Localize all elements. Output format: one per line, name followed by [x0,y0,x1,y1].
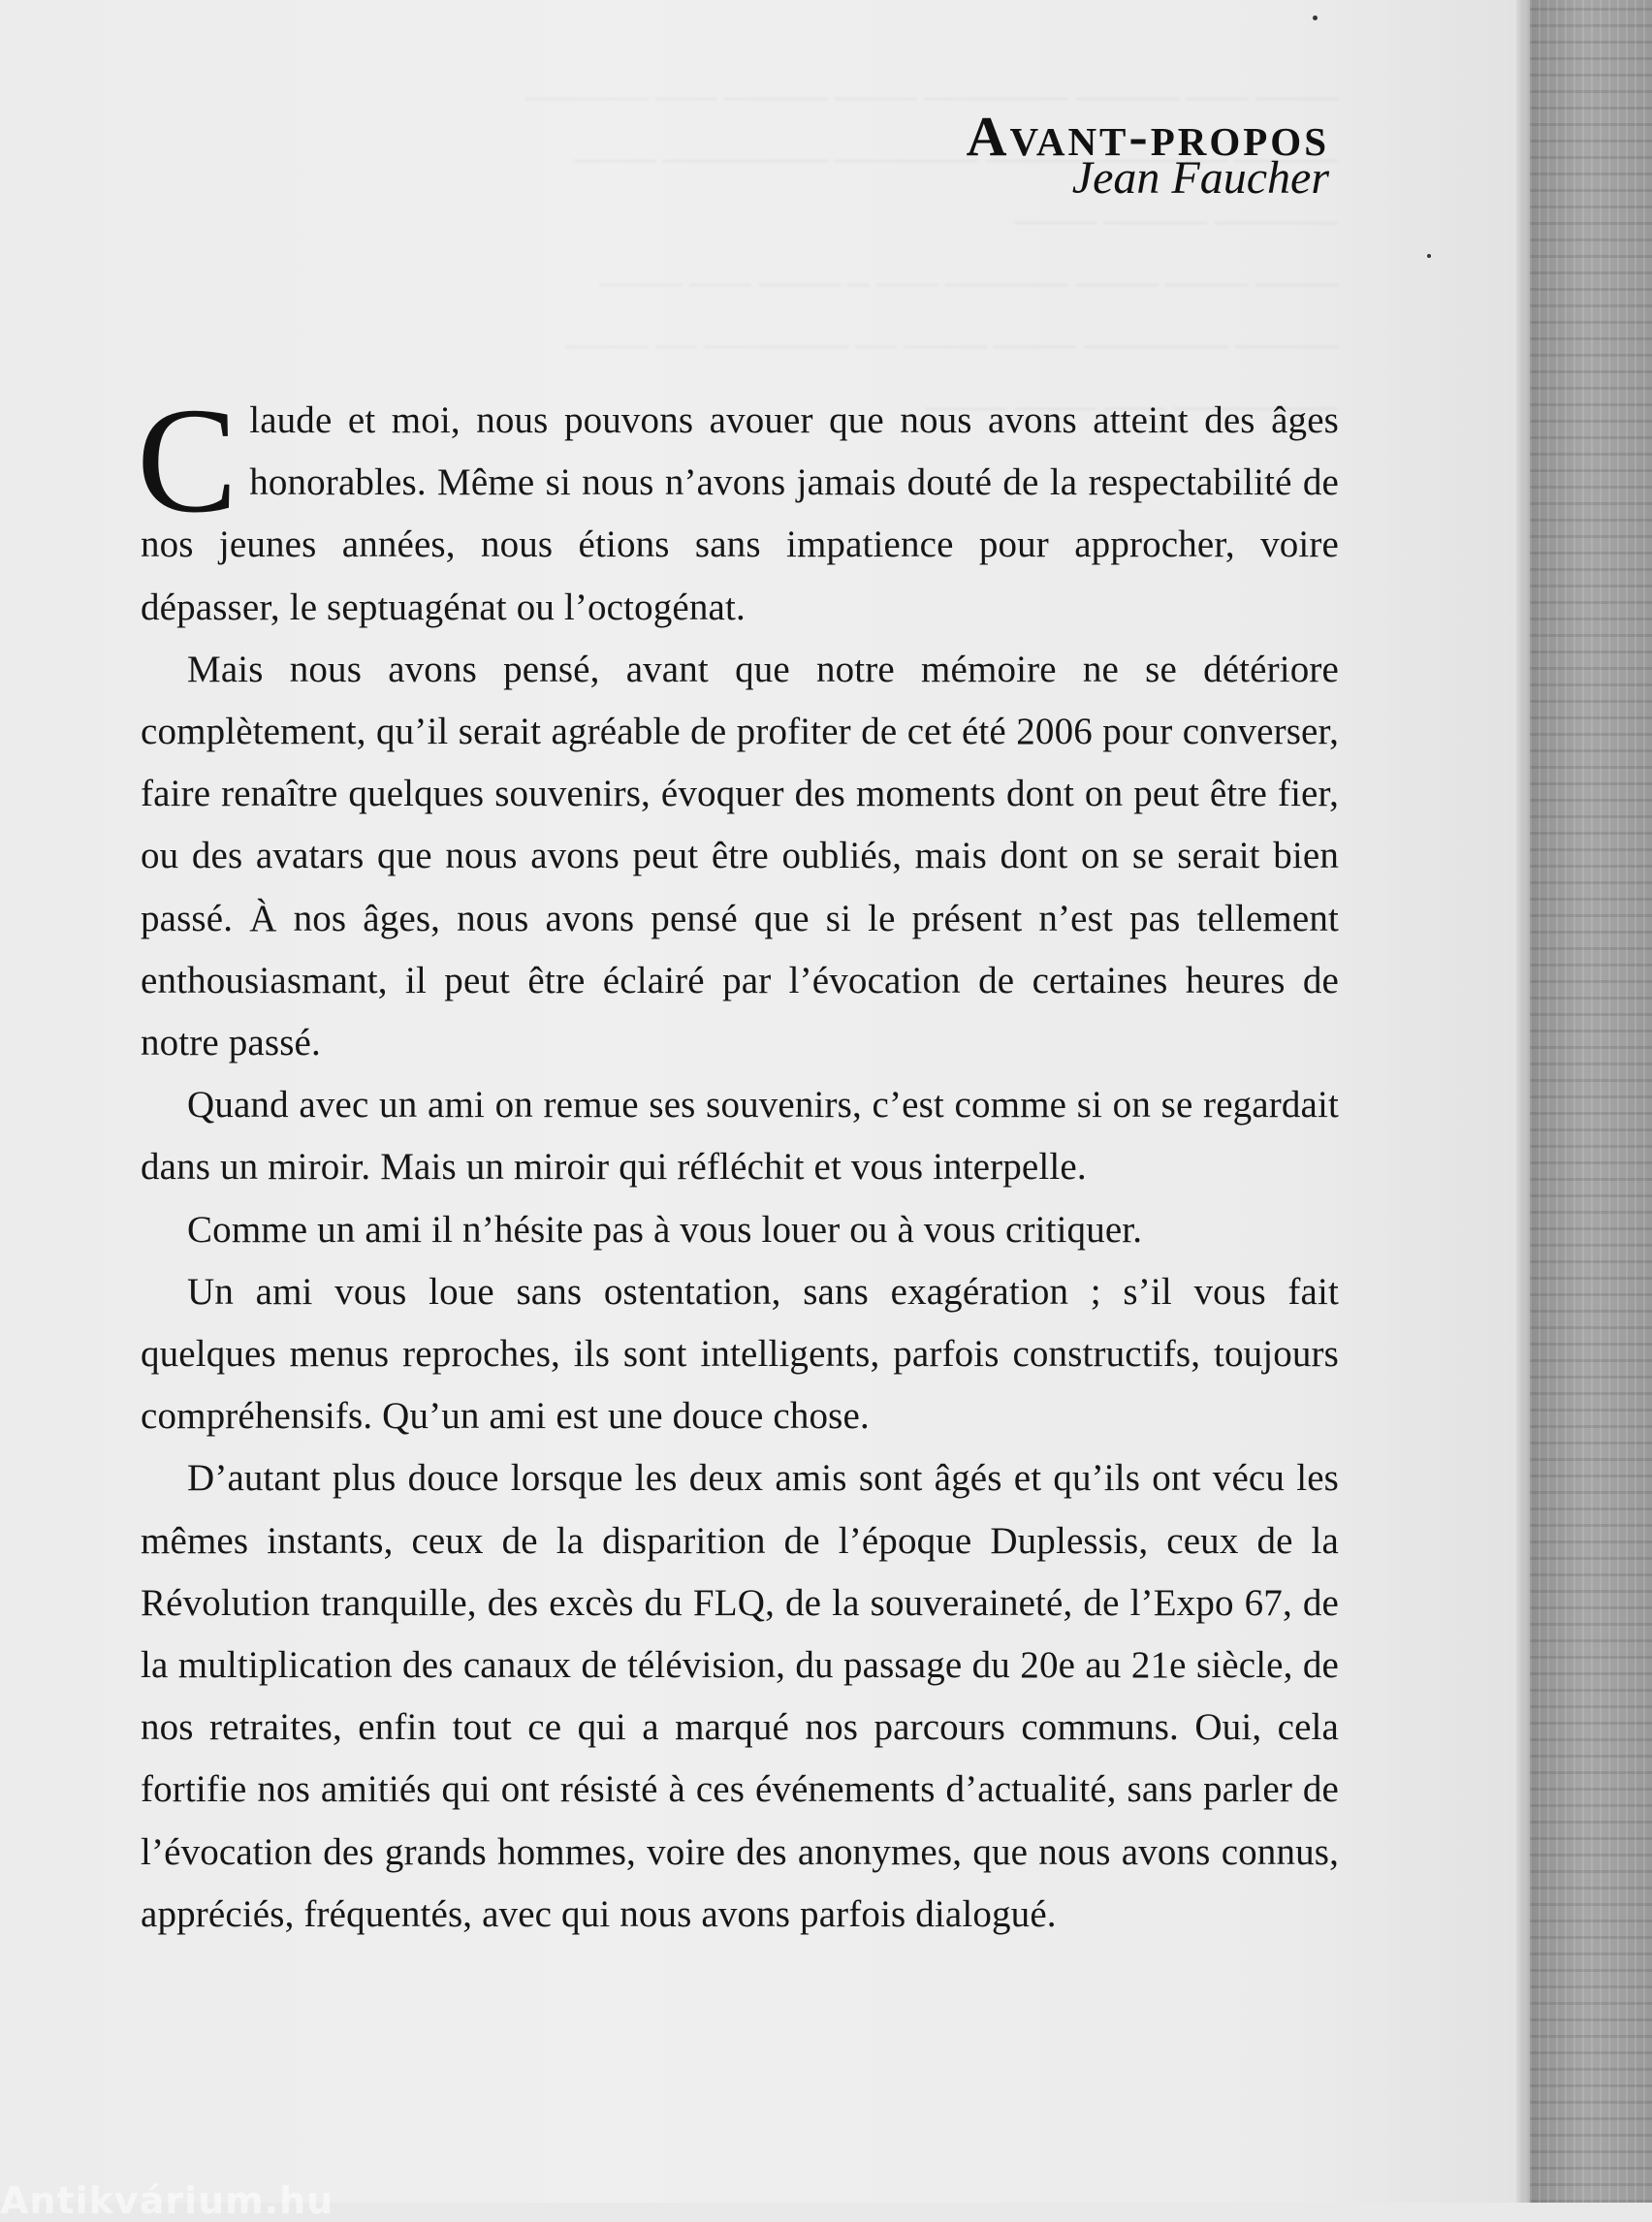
background-surface [1530,0,1652,2203]
drop-cap: C [137,376,238,544]
body-text [137,376,1339,1946]
paragraph: Un ami vous loue sans ostentation, sans exagération ; s’il vous fait quelques menus reproches, ils sont intelligents, parfois constructifs, toujours compréhensifs. Qu’un ami est une douce chose. [141,1270,1339,1438]
page-title: Avant-propos [966,104,1329,168]
paragraph-text: laude et moi, nous pouvons avouer que nous avons atteint des âges honorables. Même si nous n’avons jamais douté de la respectabilité de nos jeunes années, nous étions sans impatience pour approcher, voire dépasser, le septuagénat ou l’octogénat. [141,399,1339,628]
dust-speck [1427,254,1431,258]
paragraph: Quand avec un ami on remue ses souvenirs, c’est comme si on se regardait dans un miroir. Mais un miroir qui réfléchit et vous interpelle. [141,1084,1339,1189]
paragraph: Mais nous avons pensé, avant que notre mémoire ne se détériore complètement, qu’il serait agréable de profiter de cet été 2006 pour converser, faire renaître quelques souvenirs, évoquer des moments dont on peut être fier, ou des avatars que nous avons peut être oubliés, mais dont on se serait bien passé. À nos âges, nous avons pensé que si le présent n’est pas tellement enthousiasmant, il peut être éclairé par l’évocation de certaines heures de notre passé. [141,648,1339,1064]
paragraph: D’autant plus douce lorsque les deux amis sont âgés et qu’ils ont vécu les mêmes instants, ceux de la disparition de l’époque Duplessis, ceux de la Révolution tranquille, des excès du FLQ, de la souveraineté, de l’Expo 67, de la multiplication des canaux de télévision, du passage du 20e au 21e siècle, de nos retraites, enfin tout ce qui a marqué nos parcours communs. Oui, cela fortifie nos amitiés qui ont résisté à ces événements d’actualité, sans parler de l’évocation des grands hommes, voire des anonymes, que nous avons connus, appréciés, fréquentés, avec qui nous avons parfois dialogué. [141,1457,1339,1935]
watermark: Antikvárium.hu [0,2179,334,2222]
dust-speck [1313,16,1318,20]
page-edge-shadow [1516,0,1530,2203]
paragraph: Comme un ami il n’hésite pas à vous louer ou à vous critiquer. [187,1208,1143,1251]
paragraph [137,376,1339,639]
author-name: Jean Faucher [1071,152,1329,204]
